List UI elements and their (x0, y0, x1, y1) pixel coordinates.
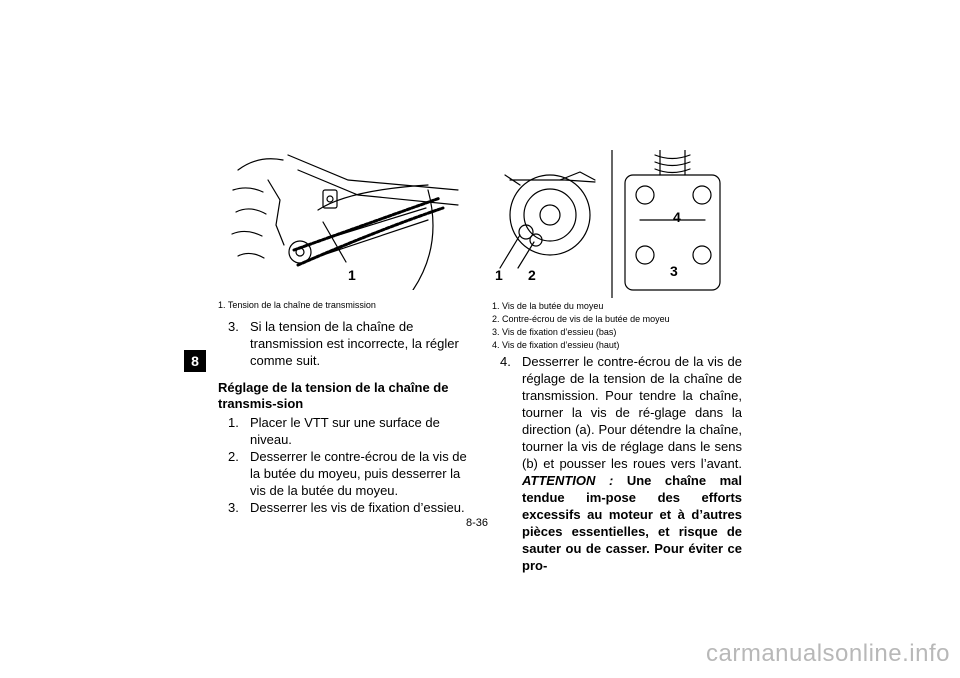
hub-adjustment-illustration (490, 150, 740, 298)
step-2 (228, 448, 470, 499)
step-1 (228, 414, 470, 448)
step-number: 4. (500, 354, 511, 369)
step-number: 2. (228, 449, 239, 464)
right-column (500, 353, 742, 574)
step-text: Desserrer les vis de fixation d’essieu. (250, 500, 465, 515)
step-text: Desserrer le contre-écrou de la vis de réglage de la tension de la chaîne de transmission. Pour tendre la chaîne, tourner la vis de ré-glage dans la direction (a). Pour détendre la chaîne, tourner la vis de réglage dans le sens (b) et pousser les roues vers l’avant. (522, 354, 742, 471)
figure-right-callout-1: 1 (495, 267, 503, 283)
figure-right-callout-4: 4 (673, 209, 681, 225)
figure-right-callout-3: 3 (670, 263, 678, 279)
step-number: 1. (228, 415, 239, 430)
figure-left-caption-1: 1. Tension de la chaîne de transmission (218, 300, 376, 310)
step-3-check (228, 318, 470, 369)
page-number: 8-36 (466, 517, 489, 529)
section-heading: Réglage de la tension de la chaîne de transmis-sion (218, 380, 449, 411)
step-text: Placer le VTT sur une surface de niveau. (250, 415, 440, 447)
figure-right-callout-2: 2 (528, 267, 536, 283)
step-text: Si la tension de la chaîne de transmission est incorrecte, la régler comme suit. (250, 319, 459, 368)
watermark: carmanualsonline.info (706, 640, 950, 667)
step-text: Desserrer le contre-écrou de la vis de la butée du moyeu, puis desserrer la vis de la butée du moyeu. (250, 449, 467, 498)
figure-right-caption-3: 3. Vis de fixation d’essieu (bas) (492, 327, 617, 337)
figure-right-caption-2: 2. Contre-écrou de vis de la butée de moyeu (492, 314, 670, 324)
step-4 (500, 353, 742, 574)
step-3 (228, 499, 470, 516)
figure-left-caption (218, 299, 376, 312)
step-number: 3. (228, 319, 239, 334)
step-number: 3. (228, 500, 239, 515)
figure-left-callout-1: 1 (348, 267, 356, 283)
attention-text: Une chaîne mal tendue im-pose des efforts excessifs au moteur et à d’autres pièces essentielles, et risque de sauter ou de casser. Pour éviter ce pro- (522, 473, 742, 573)
figure-right-caption-1: 1. Vis de la butée du moyeu (492, 301, 604, 311)
attention-label: ATTENTION : (522, 473, 614, 488)
figure-right-caption-4: 4. Vis de fixation d’essieu (haut) (492, 340, 620, 350)
chain-tension-illustration (228, 150, 468, 290)
figure-right-captions (492, 300, 670, 352)
left-column (218, 318, 470, 516)
chapter-tab: 8 (184, 350, 206, 372)
